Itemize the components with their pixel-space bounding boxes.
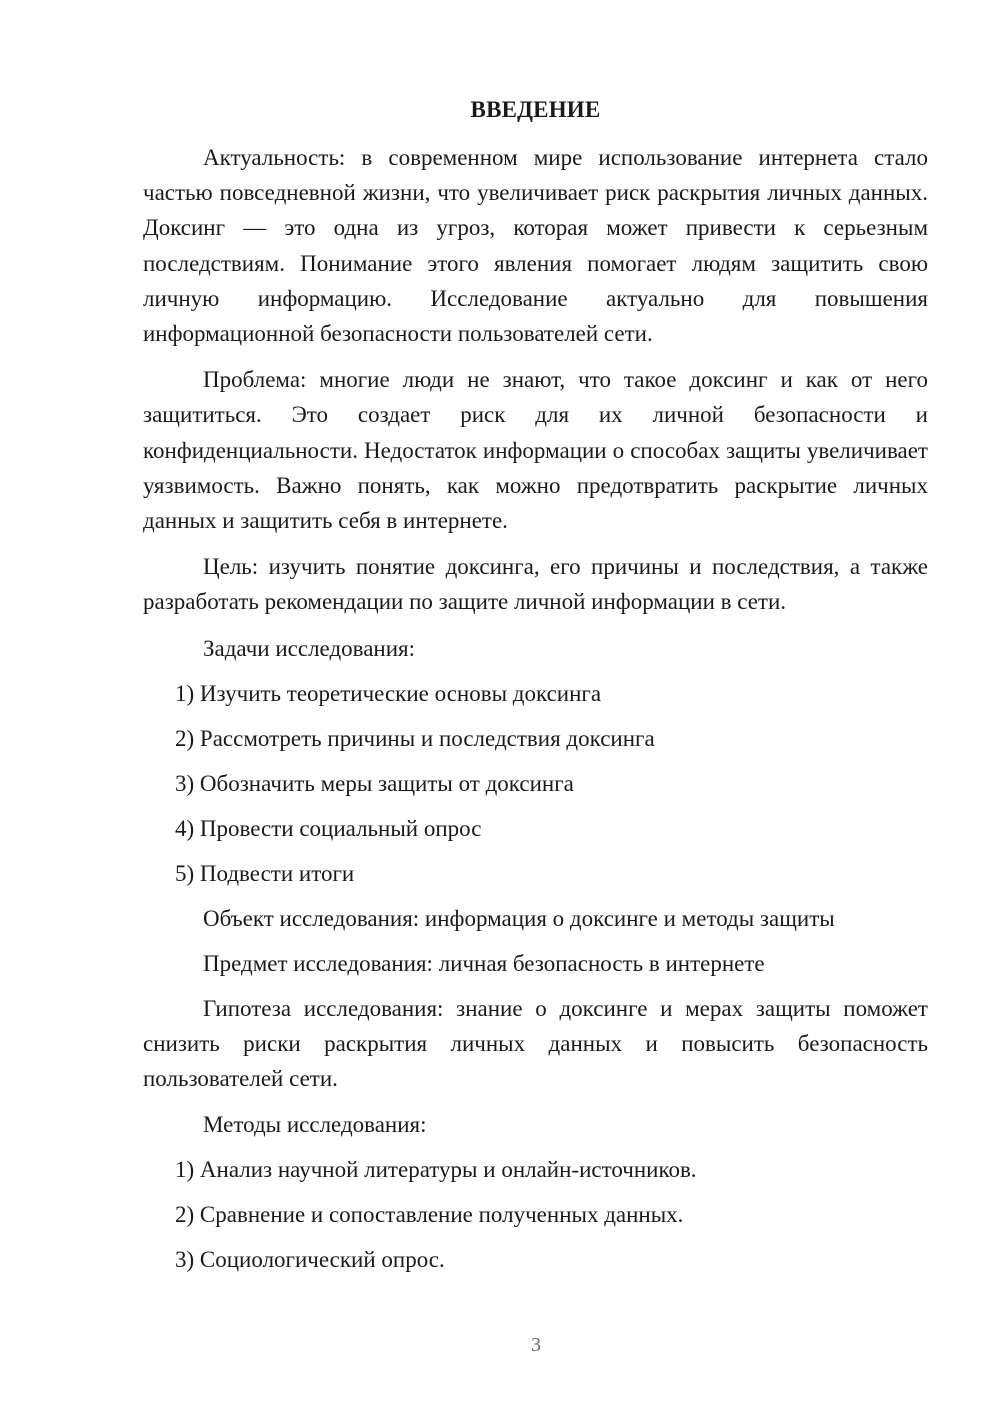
list-item: 1) Анализ научной литературы и онлайн-источников. [175, 1157, 697, 1183]
goal-paragraph: Цель: изучить понятие доксинга, его причины и последствия, а также разработать рекомендации по защите личной информации в сети. [143, 554, 928, 615]
hypothesis-paragraph: Гипотеза исследования: знание о доксинге и мерах защиты поможет снизить риски раскрытия личных данных и повысить безопасность пользователей сети. [143, 995, 928, 1092]
tasks-list [143, 676, 928, 891]
page-content [143, 94, 928, 1287]
list-item: 1) Изучить теоретические основы доксинга [175, 680, 602, 706]
relevance-paragraph: Актуальность: в современном мире использование интернета стало частью повседневной жизни, что увеличивает риск раскрытия личных данных. Доксинг — это одна из угроз, которая может привести к серьезным последствиям. Понимание этого явления помогает людям защитить свою личную информацию. Исследование актуально для повышения информационной безопасности пользователей сети. [143, 145, 928, 347]
list-item: 5) Подвести итоги [175, 860, 355, 886]
section-title: ВВЕДЕНИЕ [470, 97, 601, 122]
list-item: 3) Социологический опрос. [175, 1247, 445, 1273]
list-item: 2) Рассмотреть причины и последствия доксинга [175, 725, 655, 751]
list-item: 3) Обозначить меры защиты от доксинга [175, 770, 574, 796]
page-number: 3 [531, 1334, 541, 1356]
subject-line: Предмет исследования: личная безопасность в интернете [203, 950, 765, 976]
methods-heading: Методы исследования: [203, 1112, 427, 1138]
object-line: Объект исследования: информация о доксинге и методы защиты [203, 905, 835, 931]
tasks-heading: Задачи исследования: [203, 635, 416, 661]
list-item: 2) Сравнение и сопоставление полученных данных. [175, 1202, 684, 1228]
problem-paragraph: Проблема: многие люди не знают, что такое доксинг и как от него защититься. Это создает риск для их личной безопасности и конфиденциальности. Недостаток информации о способах защиты увеличивает уязвимость. Важно понять, как можно предотвратить раскрытие личных данных и защитить себя в интернете. [143, 367, 928, 534]
methods-list [143, 1152, 928, 1277]
list-item: 4) Провести социальный опрос [175, 815, 482, 841]
